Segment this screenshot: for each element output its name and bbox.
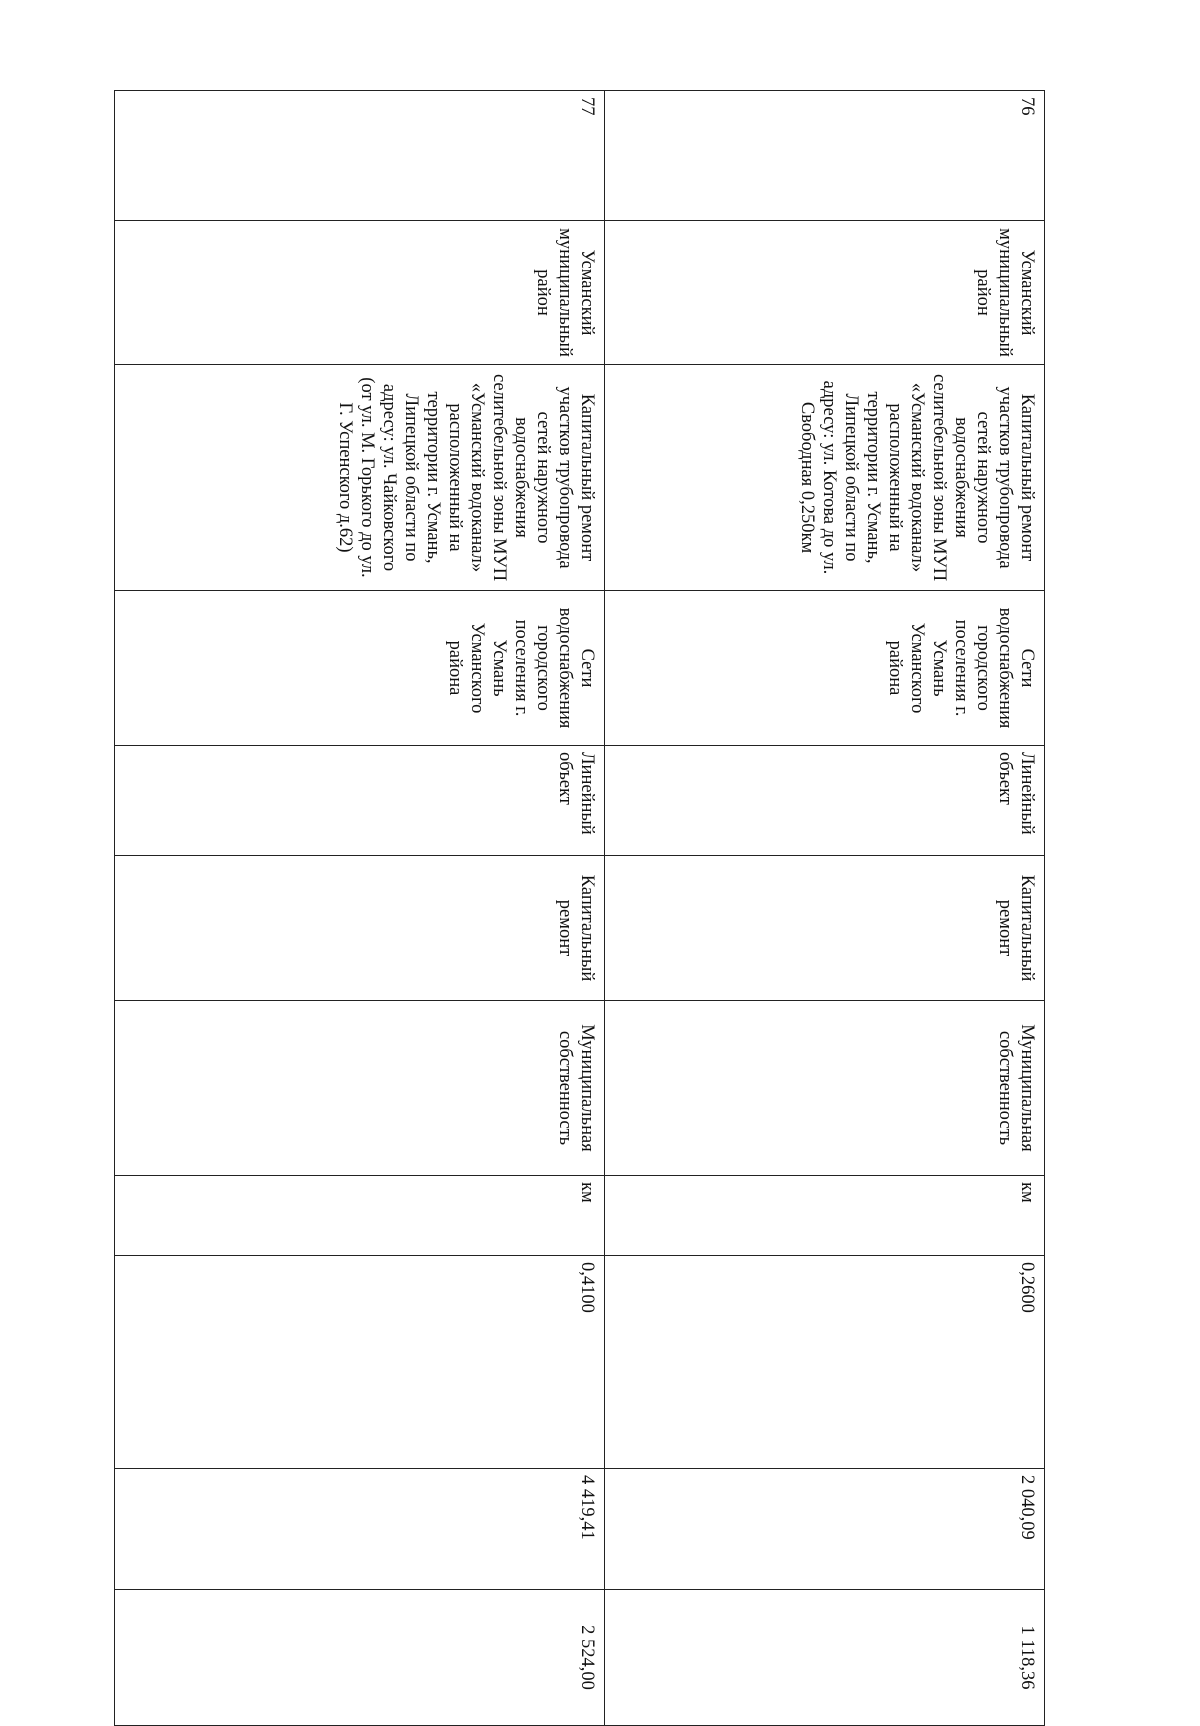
- district-cell: Усманский муниципальный район: [605, 221, 1045, 365]
- object-cell: Сети водоснабжения городского поселения г. Усмань Усманского района: [605, 591, 1045, 746]
- work-type-cell: Капитальный ремонт: [115, 856, 605, 1001]
- table-row: [115, 91, 605, 1726]
- ownership-cell: Муниципальная собственность: [115, 1001, 605, 1176]
- cost-total-cell: 2 040,09: [605, 1469, 1045, 1590]
- project-name-cell: Капитальный ремонт участков трубопровода сетей наружного водоснабжения селитебельной зоны МУП «Усманский водоканал» расположенный на территории г. Усмань, Липецкой области по адресу: ул. Чайковского (от ул. М. Горького до ул. Г. Успенского д.62): [115, 365, 605, 591]
- cost-part-cell: 1 118,36: [605, 1590, 1045, 1726]
- quantity-cell: 0,4100: [115, 1256, 605, 1469]
- table-row: [605, 91, 1045, 1726]
- work-type-cell: Капитальный ремонт: [605, 856, 1045, 1001]
- cost-part-cell: 2 524,00: [115, 1590, 605, 1726]
- row-number: 77: [115, 91, 605, 221]
- projects-table: [114, 90, 1045, 1726]
- object-type-cell: Линейный объект: [115, 746, 605, 856]
- row-number: 76: [605, 91, 1045, 221]
- object-type-cell: Линейный объект: [605, 746, 1045, 856]
- project-name-cell: Капитальный ремонт участков трубопровода сетей наружного водоснабжения селитебельной зоны МУП «Усманский водоканал» расположенный на территории г. Усмань, Липецкой области по адресу: ул. Котова до ул. Свободная 0,250км: [605, 365, 1045, 591]
- ownership-cell: Муниципальная собственность: [605, 1001, 1045, 1176]
- unit-cell: км: [605, 1176, 1045, 1256]
- district-cell: Усманский муниципальный район: [115, 221, 605, 365]
- cost-total-cell: 4 419,41: [115, 1469, 605, 1590]
- rotated-table-wrapper: [115, 90, 1045, 1690]
- quantity-cell: 0,2600: [605, 1256, 1045, 1469]
- object-cell: Сети водоснабжения городского поселения г. Усмань Усманского района: [115, 591, 605, 746]
- unit-cell: км: [115, 1176, 605, 1256]
